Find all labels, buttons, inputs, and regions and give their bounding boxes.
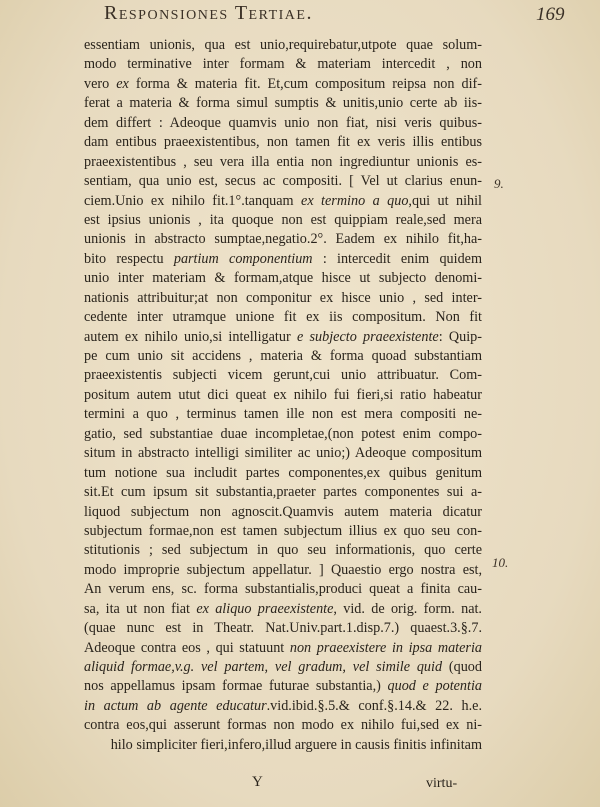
text-line bbox=[84, 55, 482, 74]
text-segment: nos appellamus ipsam formae futurae substantia,) bbox=[84, 678, 388, 695]
text-segment: gatio, sed substantiae duae incompletae,(non potest enim compo- bbox=[84, 425, 482, 442]
text-line bbox=[84, 386, 482, 405]
text-segment: tum notione sua includit partes componentes,ex quibus genitum bbox=[84, 464, 482, 481]
text-line bbox=[84, 36, 482, 55]
text-line bbox=[84, 619, 482, 638]
text-line bbox=[84, 697, 482, 716]
text-segment: termini a quo , terminus tamen ille non est mera compositi ne- bbox=[84, 406, 482, 423]
text-segment: dam entibus praeexistentibus, non tamen fit ex veris illis entibus bbox=[84, 134, 482, 151]
text-line bbox=[84, 561, 482, 580]
italic-segment: ex termino a quo bbox=[301, 192, 409, 209]
text-line bbox=[84, 677, 482, 696]
text-line bbox=[84, 133, 482, 152]
text-line bbox=[84, 464, 482, 483]
text-segment: vero bbox=[84, 75, 117, 92]
text-segment: bito respectu bbox=[84, 250, 174, 267]
page-number: 169 bbox=[536, 4, 565, 25]
text-line bbox=[84, 172, 482, 191]
text-line bbox=[84, 639, 482, 658]
text-segment: pe cum unio sit accidens , materia & forma quoad substantiam bbox=[84, 348, 482, 364]
text-line bbox=[84, 250, 482, 269]
text-line bbox=[84, 328, 482, 347]
text-line bbox=[84, 716, 482, 735]
text-segment: An verum ens, sc. forma substantialis,produci queat a finita cau- bbox=[84, 581, 482, 598]
italic-segment: ex aliquo praeexistente bbox=[196, 600, 334, 617]
text-line bbox=[84, 114, 482, 133]
body-text bbox=[84, 36, 482, 755]
text-segment: ,qui ut nihil bbox=[408, 192, 483, 209]
italic-segment: in actum ab agente educatur bbox=[84, 697, 267, 714]
running-head: Responsiones Tertiae. bbox=[104, 2, 313, 24]
text-line bbox=[84, 308, 482, 327]
text-segment: , vid. de orig. form. nat. bbox=[333, 600, 482, 617]
text-segment: essentiam unionis, qua est unio,requirebatur,utpote quae solum- bbox=[84, 37, 482, 53]
text-segment: : Quip- bbox=[438, 328, 482, 345]
text-line bbox=[84, 405, 482, 424]
text-line bbox=[84, 425, 482, 444]
text-segment: stitutionis ; sed subjectum in quo seu informationis, quo certe bbox=[84, 542, 482, 559]
text-line bbox=[84, 211, 482, 230]
text-line bbox=[84, 366, 482, 385]
text-segment: unionis in abstracto sumptae,negatio.2°. Eadem ex nihilo fit,ha- bbox=[84, 231, 482, 248]
text-segment: subjectum formae,non est tamen subjectum illius ex quo seu con- bbox=[84, 522, 482, 539]
text-line bbox=[84, 153, 482, 172]
text-segment: : intercedit enim quidem bbox=[312, 250, 482, 267]
text-segment: modo improprie subjectum appellatur. ] Quaestio ergo nostra est, bbox=[84, 561, 482, 578]
text-line bbox=[84, 75, 482, 94]
text-segment: est ipsius unionis , ita quoque non est quippiam reale,sed mera bbox=[84, 211, 482, 228]
text-segment: forma & materia fit. Et,cum compositum reipsa non dif- bbox=[128, 75, 482, 92]
text-segment: ferat a materia & forma simul sumptis & unitis,unio certe ab iis- bbox=[84, 95, 482, 112]
text-segment: Adeoque contra eos , qui statuunt bbox=[84, 639, 290, 656]
text-segment: sentiam, qua unio est, secus ac compositi. [ Vel ut clarius enun- bbox=[84, 173, 482, 190]
text-line bbox=[84, 483, 482, 502]
text-segment: unio inter materiam & formam,atque hisce ut subjecto denomi- bbox=[84, 270, 482, 287]
text-segment: dem differt : Adeoque quamvis unio non fiat, nisi veris quibus- bbox=[84, 114, 482, 131]
text-line bbox=[84, 600, 482, 619]
text-segment: (quae nunc est in Theatr. Nat.Univ.part.1.disp.7.) quaest.3.§.7. bbox=[84, 620, 482, 637]
text-line bbox=[84, 522, 482, 541]
italic-segment: e subjecto praeexistente bbox=[296, 328, 439, 345]
text-line bbox=[84, 269, 482, 288]
text-segment: situm in abstracto intelligi similiter ac unio;) Adeoque compositum bbox=[84, 445, 482, 462]
text-segment: liquod subjectum non agnoscit.Quamvis autem materia dicatur bbox=[84, 503, 482, 520]
text-segment: cedente inter utramque unione fit ex iis compositum. Non fit bbox=[84, 309, 482, 326]
text-segment: positum autem utut dici queat ex nihilo fui fieri,si ratio habeatur bbox=[84, 386, 482, 403]
margin-note-9: 9. bbox=[494, 176, 504, 191]
text-segment: praeexistentis subjecti vicem gerunt,cui unio attribuatur. Com- bbox=[84, 367, 482, 384]
italic-segment: partium componentium bbox=[173, 250, 313, 267]
text-segment: contra eos,qui asserunt formas non modo ex nihilo fui,sed ex ni- bbox=[84, 717, 482, 734]
text-segment: sa, ita ut non fiat bbox=[84, 600, 197, 617]
text-line bbox=[84, 230, 482, 249]
text-segment: nationis attribuitur;at non componitur ex hisce unio , sed inter- bbox=[84, 289, 482, 306]
text-segment: .vid.ibid.§.5.& conf.§.14.& 22. h.e. bbox=[266, 697, 482, 714]
text-segment: autem ex nihilo unio,si intelligatur bbox=[84, 328, 297, 345]
text-segment: sit.Et cum ipsum sit substantia,praeter partes componentes sui a- bbox=[84, 484, 482, 501]
catchword: virtu- bbox=[426, 776, 458, 791]
text-segment: (quod bbox=[442, 659, 482, 675]
signature-mark: Y bbox=[252, 774, 263, 790]
text-line bbox=[84, 347, 482, 366]
italic-segment: quod e potentia bbox=[387, 678, 482, 695]
text-segment: praeexistentibus , seu vera illa entia non ingrediuntur unionis es- bbox=[84, 153, 482, 170]
text-line bbox=[84, 503, 482, 522]
text-line bbox=[84, 580, 482, 599]
text-line bbox=[84, 289, 482, 308]
text-line bbox=[84, 658, 482, 677]
text-segment: modo terminative inter formam & materiam intercedit , non bbox=[84, 56, 482, 73]
text-line bbox=[84, 444, 482, 463]
text-segment: hilo simpliciter fieri,infero,illud arguere in causis finitis infinitam bbox=[110, 736, 482, 753]
text-line bbox=[84, 736, 482, 755]
text-line bbox=[84, 94, 482, 113]
italic-segment: aliquid formae,v.g. vel partem, vel gradum, vel simile quid bbox=[84, 659, 443, 675]
text-line bbox=[84, 541, 482, 560]
text-line bbox=[84, 192, 482, 211]
margin-note-10: 10. bbox=[492, 555, 509, 570]
text-segment: ciem.Unio ex nihilo fit.1°.tanquam bbox=[84, 192, 302, 209]
italic-segment: non praeexistere in ipsa materia bbox=[289, 639, 482, 656]
italic-segment: ex bbox=[116, 75, 129, 92]
